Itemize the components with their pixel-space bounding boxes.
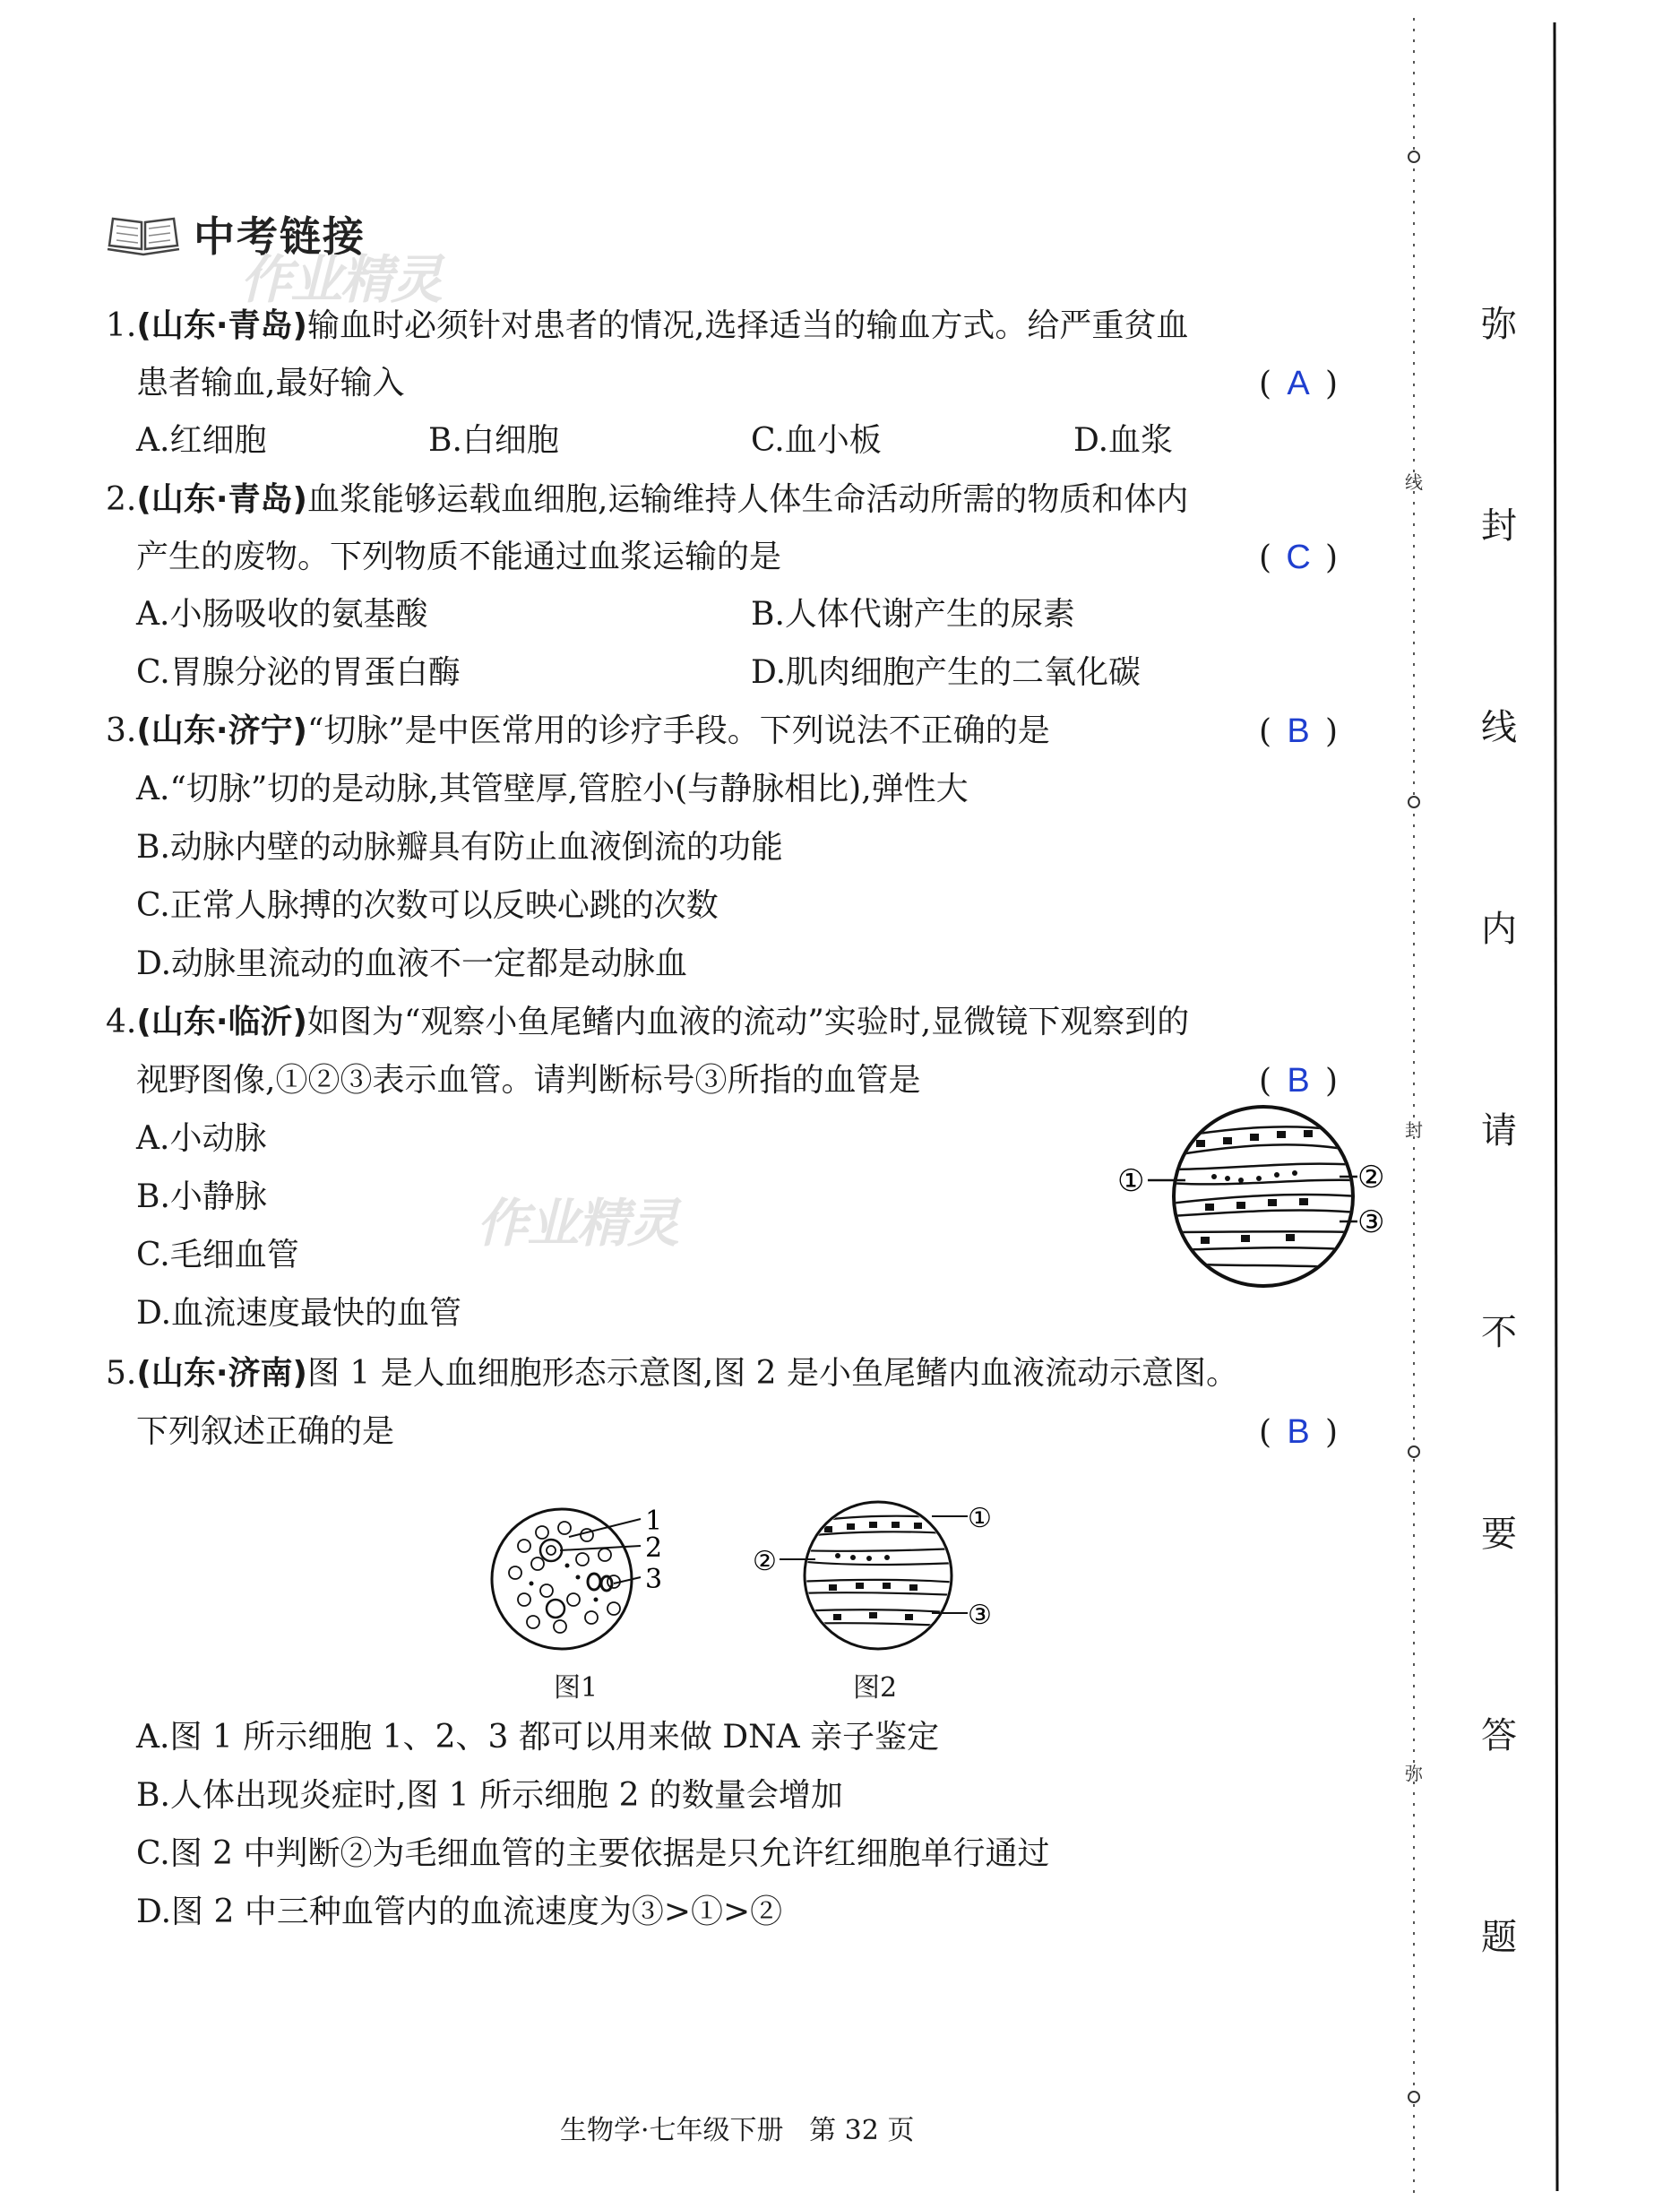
- question-1-source: (山东·青岛): [136, 307, 307, 344]
- margin-text: 不: [1481, 1312, 1517, 1353]
- question-2-line-2: 产生的废物。下列物质不能通过血浆运输的是: [136, 539, 782, 575]
- option: B.人体代谢产生的尿素: [751, 596, 1075, 633]
- figure-label: ①: [1117, 1163, 1145, 1199]
- question-5-figure-2: [753, 1497, 1012, 1653]
- option: D.图 2 中三种血管内的血流速度为③>①>②: [136, 1894, 783, 1930]
- watermark: 作业精灵: [477, 1193, 678, 1254]
- binding-margin: [1398, 0, 1680, 2209]
- question-5-line-2: 下列叙述正确的是: [136, 1413, 395, 1450]
- question-1-line-2: 患者输血,最好输入: [136, 365, 405, 401]
- option: D.血浆: [1073, 422, 1174, 459]
- margin-text: 线: [1481, 707, 1517, 748]
- page-footer: 生物学·七年级下册 第 32 页: [560, 2115, 915, 2146]
- question-1-answer: ( A ): [1259, 365, 1339, 402]
- margin-text: 请: [1481, 1110, 1517, 1152]
- question-4-line-2: 视野图像,①②③表示血管。请判断标号③所指的血管是: [136, 1062, 921, 1099]
- figure-1-caption: 图1: [554, 1672, 599, 1704]
- margin-text: 要: [1481, 1514, 1517, 1555]
- margin-small-label: 封: [1405, 1119, 1423, 1141]
- option: A.红细胞: [136, 422, 267, 459]
- question-4-source: (山东·临沂): [136, 1004, 307, 1040]
- margin-small-label: 弥: [1405, 1763, 1423, 1784]
- option: B.小静脉: [136, 1178, 267, 1215]
- book-icon: [106, 210, 181, 258]
- figure-label: ①: [968, 1503, 992, 1534]
- option: A.小动脉: [136, 1120, 267, 1157]
- option: A.图 1 所示细胞 1、2、3 都可以用来做 DNA 亲子鉴定: [136, 1719, 940, 1756]
- option: B.人体出现炎症时,图 1 所示细胞 2 的数量会增加: [136, 1777, 843, 1814]
- watermark: 作业精灵: [240, 249, 442, 310]
- option: D.血流速度最快的血管: [136, 1295, 462, 1332]
- question-5-answer: ( B ): [1259, 1413, 1339, 1451]
- question-4-line-1: 4.(山东·临沂)如图为“观察小鱼尾鳍内血液的流动”实验时,显微镜下观察到的: [106, 1004, 1190, 1040]
- question-4-figure: [1116, 1098, 1384, 1295]
- option: A.“切脉”切的是动脉,其管壁厚,管腔小(与静脉相比),弹性大: [136, 771, 969, 807]
- option: B.动脉内壁的动脉瓣具有防止血液倒流的功能: [136, 829, 783, 866]
- option: D.肌肉细胞产生的二氧化碳: [751, 654, 1142, 691]
- question-5-figure-1: [488, 1501, 685, 1658]
- question-2-answer: ( C ): [1259, 539, 1339, 576]
- margin-small-label: 线: [1405, 471, 1423, 493]
- figure-label: 1: [645, 1506, 663, 1537]
- option: C.胃腺分泌的胃蛋白酶: [136, 654, 461, 691]
- question-2-line-1: 2.(山东·青岛)血浆能够运载血细胞,运输维持人体生命活动所需的物质和体内: [106, 481, 1189, 518]
- question-1-line-1: 1.(山东·青岛)输血时必须针对患者的情况,选择适当的输血方式。给严重贫血: [106, 307, 1189, 344]
- question-3-source: (山东·济宁): [136, 712, 307, 749]
- question-3-answer: ( B ): [1259, 712, 1339, 750]
- figure-label: 2: [645, 1532, 663, 1564]
- question-3-line-1: 3.(山东·济宁)“切脉”是中医常用的诊疗手段。下列说法不正确的是: [106, 712, 1050, 749]
- figure-label: ②: [753, 1546, 777, 1577]
- option: C.毛细血管: [136, 1237, 299, 1273]
- option: C.血小板: [751, 422, 882, 459]
- option: B.白细胞: [428, 422, 559, 459]
- option: C.图 2 中判断②为毛细血管的主要依据是只允许红细胞单行通过: [136, 1835, 1050, 1872]
- question-5-source: (山东·济南): [136, 1355, 307, 1392]
- margin-text: 封: [1481, 505, 1517, 547]
- question-4-answer: ( B ): [1259, 1062, 1339, 1100]
- margin-text: 内: [1481, 909, 1517, 950]
- section-title: 中考链接: [194, 212, 366, 261]
- figure-label: ②: [1357, 1160, 1384, 1195]
- option: D.动脉里流动的血液不一定都是动脉血: [136, 945, 688, 982]
- margin-text: 题: [1481, 1917, 1517, 1958]
- option: A.小肠吸收的氨基酸: [136, 596, 428, 633]
- figure-label: ③: [968, 1600, 992, 1631]
- figure-label: 3: [645, 1564, 663, 1595]
- margin-text: 答: [1481, 1715, 1517, 1756]
- question-2-source: (山东·青岛): [136, 481, 307, 518]
- question-5-line-1: 5.(山东·济南)图 1 是人血细胞形态示意图,图 2 是小鱼尾鳍内血液流动示意图。: [106, 1355, 1238, 1392]
- option: C.正常人脉搏的次数可以反映心跳的次数: [136, 887, 719, 924]
- figure-2-caption: 图2: [853, 1672, 898, 1704]
- margin-text: 弥: [1481, 304, 1517, 345]
- figure-label: ③: [1357, 1204, 1384, 1240]
